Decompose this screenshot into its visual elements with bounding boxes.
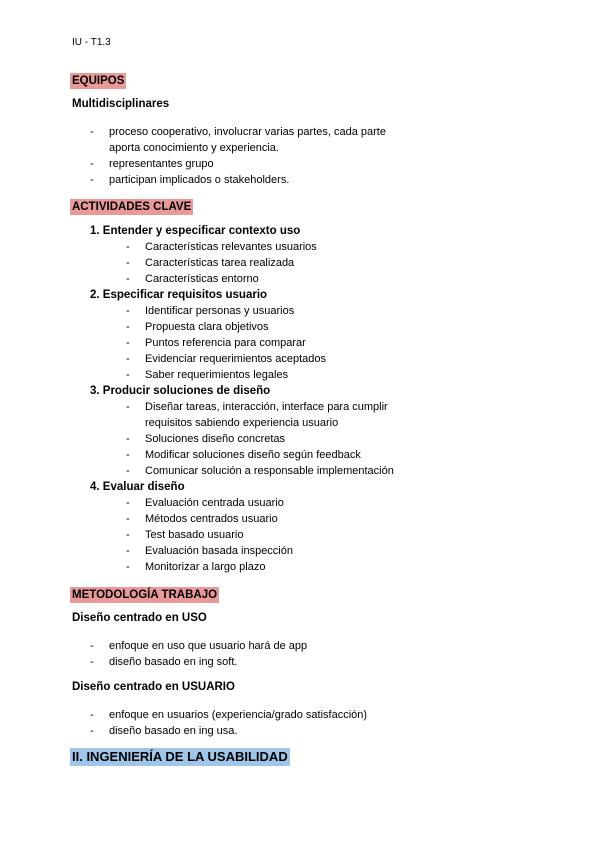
list-item: - enfoque en uso que usuario hará de app — [90, 638, 307, 654]
list-item: - Puntos referencia para comparar — [126, 335, 394, 351]
step-2 — [90, 287, 394, 383]
list-item: - Test basado usuario — [126, 527, 394, 543]
list-item: - Evaluación centrada usuario — [126, 495, 394, 511]
step-items — [90, 239, 394, 287]
list-item: - Características entorno — [126, 271, 394, 287]
list-item-continuation: aporta conocimiento y experiencia. — [109, 142, 279, 154]
list-item: - Soluciones diseño concretas — [126, 431, 394, 447]
list-item: - diseño basado en ing soft. — [90, 654, 307, 670]
running-header: IU - T1.3 — [72, 37, 111, 48]
list-item: - Modificar soluciones diseño según feedback — [126, 447, 394, 463]
list-item-continuation: requisitos sabiendo experiencia usuario — [145, 417, 339, 429]
step-items — [90, 495, 394, 575]
list-item: - Propuesta clara objetivos — [126, 319, 394, 335]
list-item: - enfoque en usuarios (experiencia/grado satisfacción) — [90, 707, 367, 723]
section-heading-ingenieria: II. INGENIERÍA DE LA USABILIDAD — [72, 749, 288, 764]
list-item: - Monitorizar a largo plazo — [126, 559, 394, 575]
list-item: - diseño basado en ing usa. — [90, 723, 367, 739]
list-item: - Características tarea realizada — [126, 255, 394, 271]
list-item: - Evaluación basada inspección — [126, 543, 394, 559]
section-heading-metodologia: METODOLOGÍA TRABAJO — [72, 589, 218, 601]
step-3 — [90, 383, 394, 479]
step-items — [90, 303, 394, 383]
step-title: 2. Especificar requisitos usuario — [90, 289, 268, 301]
section-heading-actividades: ACTIVIDADES CLAVE — [72, 201, 192, 213]
actividades-numbered-list — [90, 223, 394, 575]
step-title: 1. Entender y especificar contexto uso — [90, 225, 301, 237]
step-items — [90, 399, 394, 479]
list-item: - Métodos centrados usuario — [126, 511, 394, 527]
list-item: - participan implicados o stakeholders. — [90, 172, 386, 188]
list-item: - proceso cooperativo, involucrar varias partes, cada parte — [90, 124, 386, 140]
step-title: 3. Producir soluciones de diseño — [90, 385, 271, 397]
list-item: - representantes grupo — [90, 156, 386, 172]
step-title: 4. Evaluar diseño — [90, 481, 185, 493]
step-1 — [90, 223, 394, 287]
list-item: - Identificar personas y usuarios — [126, 303, 394, 319]
section-heading-equipos: EQUIPOS — [72, 75, 125, 87]
subheading-diseno-uso: Diseño centrado en USO — [72, 612, 207, 624]
diseno-uso-list — [90, 638, 307, 670]
subheading-diseno-usuario: Diseño centrado en USUARIO — [72, 681, 235, 693]
list-item: - Diseñar tareas, interacción, interface para cumplir — [126, 399, 394, 415]
step-4 — [90, 479, 394, 575]
list-item: - Características relevantes usuarios — [126, 239, 394, 255]
equipos-list — [90, 124, 386, 188]
list-item: - Evidenciar requerimientos aceptados — [126, 351, 394, 367]
subheading-multidisciplinares: Multidisciplinares — [72, 98, 170, 110]
list-item: - Saber requerimientos legales — [126, 367, 394, 383]
list-item: - Comunicar solución a responsable implementación — [126, 463, 394, 479]
diseno-usuario-list — [90, 707, 367, 739]
